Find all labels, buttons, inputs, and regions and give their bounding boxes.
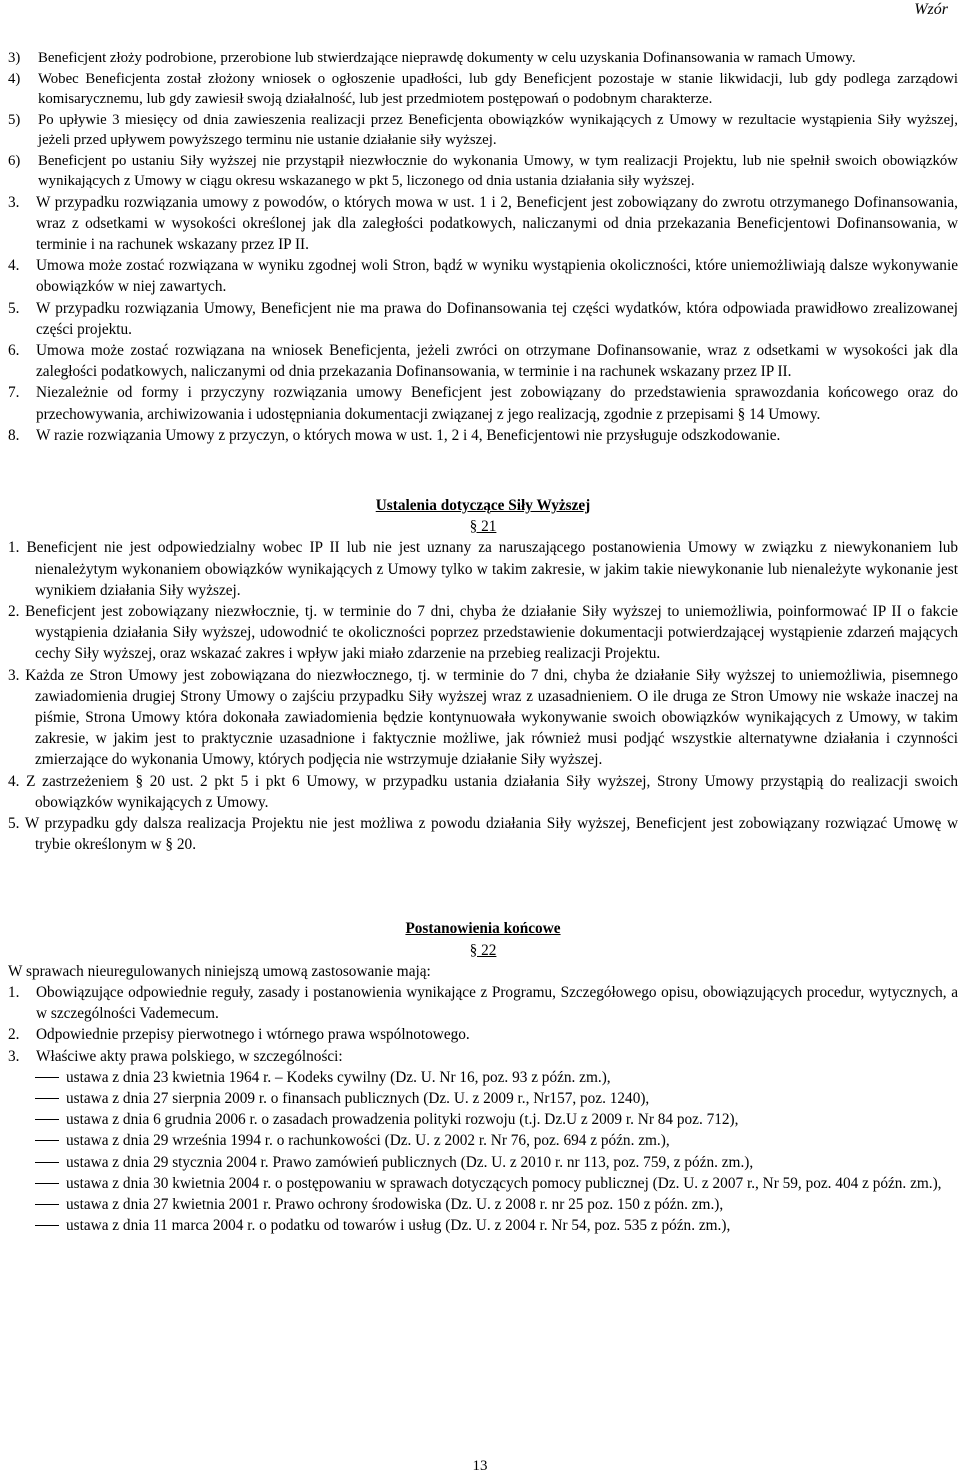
item-text: Umowa może zostać rozwiązana na wniosek Beneficjenta, jeżeli zwróci on otrzymane Dofinansowanie, wraz z odsetkami w wysokości jak dla zaległości podatkowych, naliczanymi od dnia przekazania Dofinansowania, w terminie i na rachunek wskazany przez IP II. [36, 341, 958, 381]
item-text: Po upływie 3 miesięcy od dnia zawieszenia realizacji przez Beneficjenta obowiązków wynikających z Umowy w rezultacie wystąpienia Siły wyższej, jeżeli przed upływem powyższego terminu nie ustanie działanie siły wyższej. [38, 111, 958, 148]
dash-list-item [8, 1215, 958, 1236]
paragraph [8, 537, 958, 601]
list-item [8, 192, 958, 256]
dash-list-item [8, 1173, 958, 1194]
list-item [8, 982, 958, 1024]
item-text: W razie rozwiązania Umowy z przyczyn, o których mowa w ust. 1, 2 i 4, Beneficjentowi nie przysługuje odszkodowanie. [36, 426, 781, 444]
list-item [8, 48, 958, 69]
dash-bullet [8, 1130, 66, 1151]
item-text: ustawa z dnia 23 kwietnia 1964 r. – Kodeks cywilny (Dz. U. Nr 16, poz. 93 z późn. zm.), [66, 1068, 611, 1086]
dash-bullet [8, 1215, 66, 1236]
paragraph-text: 2. Beneficjent jest zobowiązany niezwłocznie, tj. w terminie do 7 dni, chyba że działanie Siły wyższej to uniemożliwia, poinformować IP II o fakcie wystąpienia działania Siły wyższej, udowodnić te okoliczności poprzez przedstawienie dokumentacji potwierdzającej wystąpienie zdarzeń mających cechy Siły wyższej, oraz wskazać zakres i wpływ jaki miało zdarzenie na przebieg realizacji Projektu. [8, 602, 958, 663]
section-title: Ustalenia dotyczące Siły Wyższej [375, 496, 591, 514]
dash-bullet [8, 1152, 66, 1173]
paragraph-text: 1. Beneficjent nie jest odpowiedzialny wobec IP II lub nie jest uznany za naruszającego postanowienia Umowy w związku z niewykonaniem lub nienależytym wykonaniem obowiązków wynikających z Umowy tylko w takim zakresie, w jakim takie niewykonanie lub nienależyte wykonanie jest wynikiem działania Siły wyższej. [8, 539, 958, 599]
item-text: W przypadku rozwiązania Umowy, Beneficjent nie ma prawa do Dofinansowania tej części wydatków, która odpowiada prawidłowo zrealizowanej części projektu. [36, 299, 958, 338]
item-text: ustawa z dnia 30 kwietnia 2004 r. o postępowaniu w sprawach dotyczących pomocy publicznej (Dz. U. z 2007 r., Nr 59, poz. 404 z późn. zm.), [66, 1174, 942, 1192]
dash-bullet [8, 1173, 66, 1194]
item-text: ustawa z dnia 29 stycznia 2004 r. Prawo zamówień publicznych (Dz. U. z 2010 r. nr 113, poz. 759, z późn. zm.), [66, 1153, 754, 1171]
item-text: Właściwe akty prawa polskiego, w szczególności: [36, 1047, 343, 1065]
item-text: ustawa z dnia 27 sierpnia 2009 r. o finansach publicznych (Dz. U. z 2009 r., Nr157, poz. 1240), [66, 1090, 650, 1108]
item-number: 5) [8, 111, 21, 128]
dash-list-item [8, 1067, 958, 1088]
item-number: 6. [8, 341, 20, 359]
item-text: Odpowiednie przepisy pierwotnego i wtórnego prawa wspólnotowego. [36, 1026, 470, 1044]
item-text: Niezależnie od formy i przyczyny rozwiązania umowy Beneficjent jest zobowiązany do przedstawienia sprawozdania końcowego oraz do przechowywania, archiwizowania i udostępniania dokumentacji związanej z jego realizacją, zgodnie z przepisami § 14 Umowy. [36, 384, 958, 423]
item-text: ustawa z dnia 6 grudnia 2006 r. o zasadach prowadzenia polityki rozwoju (t.j. Dz.U z 2009 r. Nr 84 poz. 712), [66, 1111, 739, 1129]
dash-list-item [8, 1109, 958, 1130]
dash-list-item [8, 1194, 958, 1215]
item-text: ustawa z dnia 11 marca 2004 r. o podatku od towarów i usług (Dz. U. z 2004 r. Nr 54, poz. 535 z późn. zm.), [66, 1217, 731, 1235]
document-header: Wzór [914, 1, 948, 18]
section-22 [8, 918, 958, 1236]
item-text: Wobec Beneficjenta został złożony wniosek o ogłoszenie upadłości, lub gdy Beneficjent pozostaje w stanie likwidacji, lub gdy podlega zarządowi komisarycznemu, lub gdy zawiesił swoją działalność, lub jest przedmiotem postępowań o podobnym charakterze. [38, 70, 958, 107]
list-item [8, 340, 958, 382]
item-number: 6) [8, 152, 21, 169]
section-number: § 22 [469, 941, 497, 959]
dash-bullet [8, 1109, 66, 1130]
list-item [8, 1024, 958, 1045]
item-number: 3. [8, 1047, 20, 1065]
item-number: 2. [8, 1026, 20, 1044]
item-text: ustawa z dnia 29 września 1994 r. o rachunkowości (Dz. U. z 2002 r. Nr 76, poz. 694 z późn. zm.), [66, 1132, 670, 1150]
dash-bullet [8, 1088, 66, 1109]
paragraph [8, 813, 958, 855]
item-number: 5. [8, 299, 20, 317]
section-21 [8, 495, 958, 855]
paragraph-text: 5. W przypadku gdy dalsza realizacja Projektu nie jest możliwa z powodu działania Siły wyższej, Beneficjent jest zobowiązany rozwiązać Umowę w trybie określonym w § 20. [8, 814, 958, 854]
paragraph-text: 4. Z zastrzeżeniem § 20 ust. 2 pkt 5 i pkt 6 Umowy, w przypadku ustania działania Siły wyższej, Strony Umowy przystąpią do realizacji swoich obowiązków wynikających z Umowy. [8, 772, 958, 811]
item-text: ustawa z dnia 27 kwietnia 2001 r. Prawo ochrony środowiska (Dz. U. z 2008 r. nr 25 poz. 150 z późn. zm.), [66, 1196, 724, 1214]
item-number: 1. [8, 984, 20, 1001]
sub-items-list [8, 48, 958, 192]
dash-bullet [8, 1067, 66, 1088]
main-items-list [8, 192, 958, 446]
item-number: 4. [8, 257, 20, 275]
dash-list-item [8, 1152, 958, 1173]
dash-bullet [8, 1194, 66, 1215]
item-text: W przypadku rozwiązania umowy z powodów, o których mowa w ust. 1 i 2, Beneficjent jest zobowiązany do zwrotu otrzymanego Dofinansowania, wraz z odsetkami w wysokości określonej jak dla zaległości podatkowych, naliczanymi od dnia przekazania Beneficjentowi Dofinansowania, w terminie i na rachunek wskazany przez IP II. [36, 193, 958, 253]
list-item [8, 110, 958, 151]
dash-list-item [8, 1130, 958, 1151]
item-text: Beneficjent po ustaniu Siły wyższej nie przystąpił niezwłocznie do wykonania Umowy, w tym realizacji Projektu, lub nie spełnił swoich obowiązków wynikających z Umowy w ciągu okresu wskazanego w pkt 5, liczonego od dnia ustania działania siły wyższej. [38, 152, 958, 189]
item-text: Obowiązujące odpowiednie reguły, zasady i postanowienia wynikające z Programu, Szczegółowego opisu, obowiązujących procedur, wytycznych, a w szczególności Vademecum. [36, 984, 958, 1023]
item-text: Beneficjent złoży podrobione, przerobione lub stwierdzające nieprawdę dokumenty w celu uzyskania Dofinansowania w ramach Umowy. [38, 50, 856, 66]
item-number: 4) [8, 70, 21, 87]
item-text: Umowa może zostać rozwiązana w wyniku zgodnej woli Stron, bądź w wyniku wystąpienia okoliczności, które uniemożliwiają dalsze wykonywanie obowiązków w niej zawartych. [36, 257, 958, 296]
dash-list-item [8, 1088, 958, 1109]
item-number: 3) [8, 50, 21, 66]
list-item [8, 69, 958, 110]
document-body [8, 48, 958, 1236]
item-number: 7. [8, 384, 20, 402]
item-number: 8. [8, 426, 20, 444]
list-item [8, 425, 958, 446]
paragraph [8, 601, 958, 665]
list-item [8, 298, 958, 340]
section-number: § 21 [469, 518, 497, 536]
list-item [8, 151, 958, 192]
paragraph-text: 3. Każda ze Stron Umowy jest zobowiązana do niezwłocznego, tj. w terminie do 7 dni, chyba że działanie Siły wyższej to uniemożliwia, pisemnego zawiadomienia drugiej Strony Umowy o zajściu przypadku Siły wyższej wraz z uzasadnieniem. O ile druga ze Stron Umowy nie wskaże inaczej na piśmie, Strona Umowy która dokonała zawiadomienia będzie kontynuowała wykonywanie swoich obowiązków wynikających z Umowy, w takim zakresie, w jakim jest to praktycznie uzasadnione i faktycznie możliwe, jak również musi podjąć wszystkie alternatywne działania i czynności zmierzające do wykonania Umowy, których podjęcia nie wstrzymuje działanie Siły wyższej. [8, 666, 958, 769]
list-item [8, 382, 958, 424]
section-intro: W sprawach nieuregulowanych niniejszą umową zastosowanie mają: [8, 962, 431, 980]
page-number: 13 [472, 1458, 488, 1474]
paragraph [8, 771, 958, 813]
list-item [8, 255, 958, 297]
paragraph [8, 665, 958, 771]
item-number: 3. [8, 193, 20, 211]
section-title: Postanowienia końcowe [405, 920, 561, 938]
list-item [8, 1046, 958, 1067]
